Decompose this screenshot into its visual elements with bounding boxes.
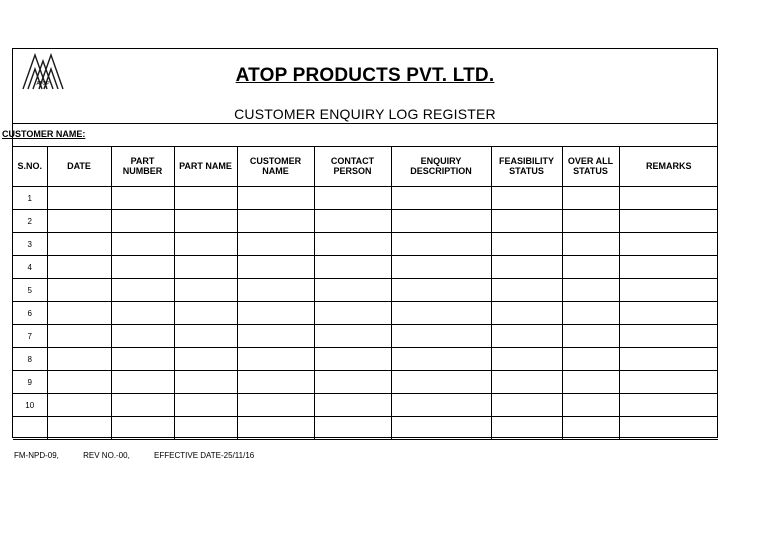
column-header-line: REMARKS <box>645 161 692 171</box>
table-cell[interactable] <box>491 279 562 302</box>
table-cell[interactable] <box>391 302 491 325</box>
serial-number-cell[interactable]: 8 <box>13 348 47 371</box>
table-cell[interactable] <box>314 394 391 417</box>
table-cell[interactable] <box>174 417 237 440</box>
table-row <box>13 210 718 233</box>
table-cell[interactable] <box>314 325 391 348</box>
table-cell[interactable] <box>391 256 491 279</box>
column-header-line: NAME <box>262 166 289 176</box>
column-header-line: CUSTOMER <box>249 156 302 166</box>
table-cell[interactable] <box>47 371 111 394</box>
table-cell[interactable] <box>237 325 314 348</box>
revision-number: REV NO.-00, <box>83 451 130 460</box>
table-cell[interactable] <box>562 325 619 348</box>
table-cell[interactable] <box>491 325 562 348</box>
column-header-line: S.NO. <box>17 161 42 171</box>
table-cell[interactable] <box>314 417 391 440</box>
table-cell[interactable] <box>391 371 491 394</box>
table-cell[interactable] <box>391 279 491 302</box>
table-cell[interactable] <box>237 279 314 302</box>
table-cell[interactable] <box>562 394 619 417</box>
column-header-line: PERSON <box>333 166 372 176</box>
table-cell[interactable] <box>237 210 314 233</box>
table-cell[interactable] <box>47 394 111 417</box>
logo-text: ATOP <box>36 81 50 87</box>
table-cell[interactable] <box>314 302 391 325</box>
table-cell[interactable] <box>391 187 491 210</box>
table-cell[interactable] <box>619 256 718 279</box>
table-cell[interactable] <box>391 325 491 348</box>
table-cell[interactable] <box>562 233 619 256</box>
table-row <box>13 279 718 302</box>
serial-number-cell[interactable]: 4 <box>13 256 47 279</box>
table-cell[interactable] <box>111 348 174 371</box>
table-cell[interactable] <box>237 371 314 394</box>
table-cell[interactable] <box>111 394 174 417</box>
column-header-line: DESCRIPTION <box>410 166 472 176</box>
table-cell[interactable] <box>174 371 237 394</box>
table-cell[interactable] <box>174 210 237 233</box>
table-cell[interactable] <box>111 279 174 302</box>
table-cell[interactable] <box>174 256 237 279</box>
serial-number-cell[interactable]: 1 <box>13 187 47 210</box>
table-row <box>13 348 718 371</box>
table-row <box>13 417 718 440</box>
table-cell[interactable] <box>47 256 111 279</box>
table-cell[interactable] <box>491 371 562 394</box>
table-cell[interactable] <box>619 233 718 256</box>
table-cell[interactable] <box>391 348 491 371</box>
table-cell[interactable] <box>47 302 111 325</box>
table-cell[interactable] <box>619 394 718 417</box>
enquiry-log-sheet <box>2 48 718 438</box>
serial-number-cell[interactable] <box>13 417 47 440</box>
table-row <box>13 394 718 417</box>
table-cell[interactable] <box>47 325 111 348</box>
table-cell[interactable] <box>47 348 111 371</box>
column-header-line: STATUS <box>573 166 608 176</box>
table-cell[interactable] <box>619 325 718 348</box>
table-cell[interactable] <box>237 187 314 210</box>
effective-date: EFFECTIVE DATE-25/11/16 <box>154 451 255 460</box>
table-cell[interactable] <box>562 279 619 302</box>
table-cell[interactable] <box>174 187 237 210</box>
table-cell[interactable] <box>391 417 491 440</box>
table-cell[interactable] <box>174 233 237 256</box>
column-header-line: ENQUIRY <box>420 156 462 166</box>
table-cell[interactable] <box>47 417 111 440</box>
column-header <box>13 146 47 187</box>
table-cell[interactable] <box>619 417 718 440</box>
serial-number-cell[interactable]: 5 <box>13 279 47 302</box>
column-header-line: PART <box>130 156 155 166</box>
table-cell[interactable] <box>562 210 619 233</box>
form-number: FM-NPD-09, <box>14 451 59 460</box>
table-row <box>13 233 718 256</box>
table-cell[interactable] <box>314 279 391 302</box>
table-cell[interactable] <box>111 187 174 210</box>
table-cell[interactable] <box>562 256 619 279</box>
table-cell[interactable] <box>314 187 391 210</box>
table-cell[interactable] <box>562 348 619 371</box>
column-header <box>314 146 391 187</box>
serial-number-cell[interactable]: 3 <box>13 233 47 256</box>
table-cell[interactable] <box>391 233 491 256</box>
table-cell[interactable] <box>111 325 174 348</box>
table-row <box>13 187 718 210</box>
table-cell[interactable] <box>491 302 562 325</box>
table-cell[interactable] <box>314 348 391 371</box>
column-header-line: OVER ALL <box>567 156 614 166</box>
table-cell[interactable] <box>314 371 391 394</box>
table-cell[interactable] <box>47 233 111 256</box>
table-cell[interactable] <box>174 325 237 348</box>
table-cell[interactable] <box>47 279 111 302</box>
column-header <box>491 146 562 187</box>
table-cell[interactable] <box>491 256 562 279</box>
document-footer <box>14 451 254 460</box>
company-name: ATOP PRODUCTS PVT. LTD. <box>235 65 495 86</box>
table-cell[interactable] <box>237 256 314 279</box>
table-cell[interactable] <box>491 187 562 210</box>
table-cell[interactable] <box>491 210 562 233</box>
table-row <box>13 325 718 348</box>
table-cell[interactable] <box>237 233 314 256</box>
table-cell[interactable] <box>111 417 174 440</box>
column-header <box>47 146 111 187</box>
table-cell[interactable] <box>391 394 491 417</box>
column-header <box>562 146 619 187</box>
column-header <box>391 146 491 187</box>
serial-number-cell[interactable]: 6 <box>13 302 47 325</box>
table-cell[interactable] <box>174 394 237 417</box>
header-row <box>13 146 718 187</box>
table-cell[interactable] <box>562 371 619 394</box>
table-cell[interactable] <box>111 371 174 394</box>
table-cell[interactable] <box>562 417 619 440</box>
table-cell[interactable] <box>491 394 562 417</box>
table-cell[interactable] <box>47 187 111 210</box>
table-cell[interactable] <box>174 348 237 371</box>
table-cell[interactable] <box>562 187 619 210</box>
column-header <box>111 146 174 187</box>
table-body <box>13 187 718 440</box>
column-header-line: NUMBER <box>122 166 163 176</box>
column-header-line: CONTACT <box>330 156 375 166</box>
table-cell[interactable] <box>619 187 718 210</box>
table-cell[interactable] <box>174 302 237 325</box>
serial-number-cell[interactable]: 2 <box>13 210 47 233</box>
table-cell[interactable] <box>619 348 718 371</box>
table-row <box>13 371 718 394</box>
customer-name-row[interactable] <box>2 123 717 147</box>
table-cell[interactable] <box>237 302 314 325</box>
serial-number-cell[interactable]: 7 <box>13 325 47 348</box>
table-cell[interactable] <box>111 256 174 279</box>
table-cell[interactable] <box>174 279 237 302</box>
column-header-line: STATUS <box>509 166 544 176</box>
table-cell[interactable] <box>619 371 718 394</box>
table-cell[interactable] <box>619 302 718 325</box>
table-cell[interactable] <box>111 302 174 325</box>
table-cell[interactable] <box>491 417 562 440</box>
column-header-line: DATE <box>67 161 91 171</box>
sheet-header <box>13 49 717 124</box>
customer-name-label: CUSTOMER NAME: <box>2 129 86 139</box>
serial-number-cell[interactable]: 10 <box>13 394 47 417</box>
column-header-line: PART NAME <box>179 161 232 171</box>
table-cell[interactable] <box>619 279 718 302</box>
table-row <box>13 302 718 325</box>
table-cell[interactable] <box>619 210 718 233</box>
table-cell[interactable] <box>111 210 174 233</box>
serial-number-cell[interactable]: 9 <box>13 371 47 394</box>
table-cell[interactable] <box>237 348 314 371</box>
table-cell[interactable] <box>111 233 174 256</box>
table-cell[interactable] <box>237 417 314 440</box>
table-cell[interactable] <box>491 348 562 371</box>
form-title: CUSTOMER ENQUIRY LOG REGISTER <box>234 106 496 122</box>
table-row <box>13 256 718 279</box>
column-header-line: FEASIBILITY <box>498 156 554 166</box>
table-cell[interactable] <box>491 233 562 256</box>
table-cell[interactable] <box>562 302 619 325</box>
table-cell[interactable] <box>314 256 391 279</box>
enquiry-log-table <box>13 146 718 440</box>
table-cell[interactable] <box>237 394 314 417</box>
column-header <box>619 146 718 187</box>
table-cell[interactable] <box>47 210 111 233</box>
table-cell[interactable] <box>391 210 491 233</box>
column-header <box>174 146 237 187</box>
table-cell[interactable] <box>314 233 391 256</box>
column-header <box>237 146 314 187</box>
table-cell[interactable] <box>314 210 391 233</box>
